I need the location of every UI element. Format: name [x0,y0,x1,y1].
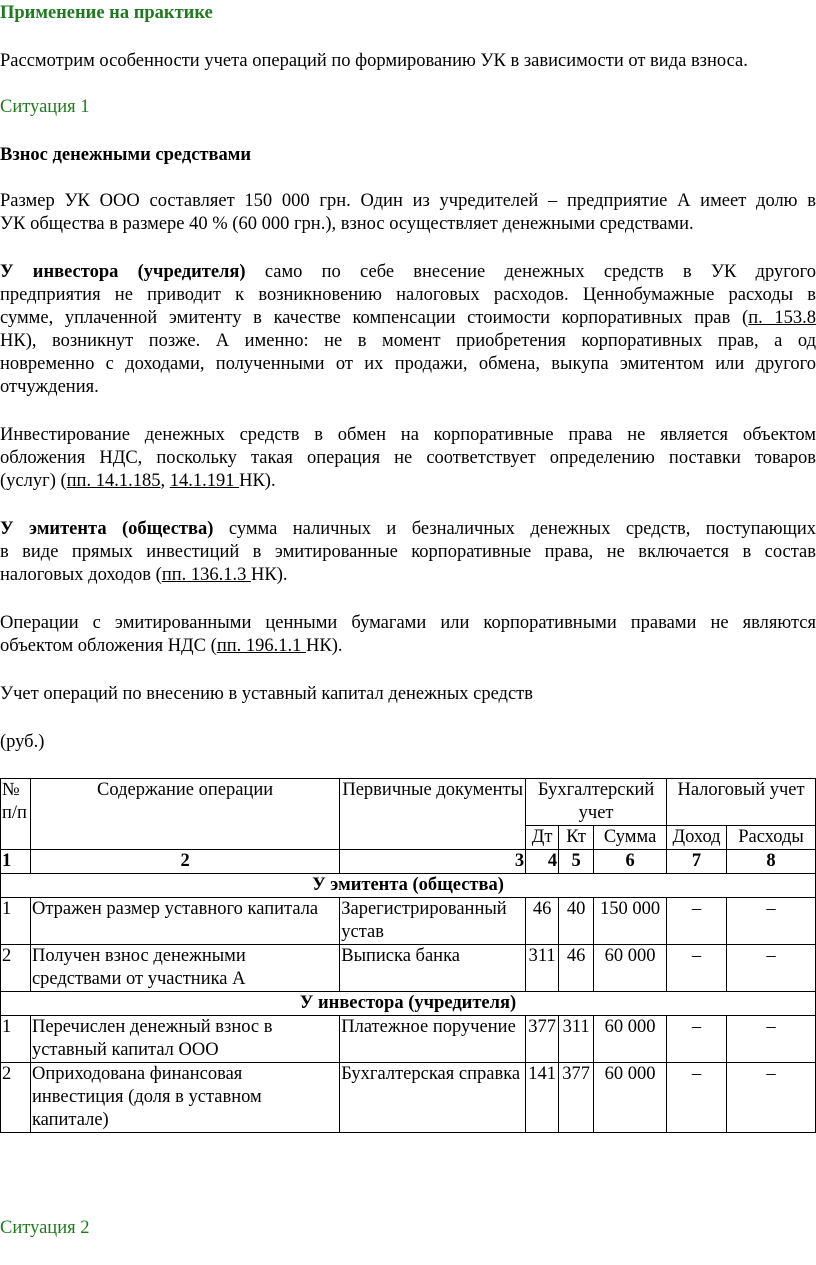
header-num: № п/п [1,779,31,850]
col-number: 7 [667,850,727,874]
cell-dt: 46 [526,898,559,945]
col-number: 5 [559,850,594,874]
cell-income: – [667,1016,727,1063]
cell-expense: – [727,1063,816,1133]
cell-income: – [667,898,727,945]
col-number: 6 [594,850,667,874]
paragraph-2-line-1: У инвестора (учредителя) само по себе внесение денежных средств в УК другого [0,262,816,282]
investor-lead: У инвестора (учредителя) [0,262,246,282]
paragraph-4-line-3: налоговых доходов (пп. 136.1.3 НК). [0,565,288,585]
cell-dt: 141 [526,1063,559,1133]
table-header-row-1 [1,779,816,826]
issuer-lead: У эмитента (общества) [0,519,214,539]
cell-num: 1 [1,1016,31,1063]
paragraph-3-line-1: Инвестирование денежных средств в обмен на корпоративные права не является объектом [0,425,816,445]
cell-content: Оприходована финансовая инвестиция (доля в уставном капитале) [30,1063,339,1133]
link-p-153-8[interactable]: п. 153.8 [748,308,816,328]
section-row [1,874,816,898]
cell-expense: – [727,945,816,992]
subheading: Взнос денежными средствами [0,145,251,165]
cell-num: 1 [1,898,31,945]
cell-sum: 60 000 [594,945,667,992]
cell-content: Получен взнос денежными средствами от участника А [30,945,339,992]
header-expense: Расходы [727,826,816,850]
cell-doc: Платежное поручение [340,1016,526,1063]
paragraph-2-line-5: новременно с доходами, полученными от их продажи, обмена, выкупа эмитентом или другого [0,354,816,374]
table-row [1,945,816,992]
table-caption: Учет операций по внесению в уставный капитал денежных средств [0,684,533,704]
cell-sum: 60 000 [594,1016,667,1063]
page-heading: Применение на практике [0,3,213,23]
cell-doc: Выписка банка [340,945,526,992]
cell-dt: 377 [526,1016,559,1063]
header-dt: Дт [526,826,559,850]
col-number: 1 [1,850,31,874]
header-docs: Первичные документы [340,779,526,850]
paragraph-2-line-2: предприятия не приводит к возникновению налоговых расходов. Ценнобумажные расходы в [0,285,816,305]
col-number: 4 [526,850,559,874]
situation-2-label: Ситуация 2 [0,1218,90,1238]
intro-text: Рассмотрим особенности учета операций по формированию УК в зависимости от вида взноса. [0,51,748,71]
paragraph-4-line-1: У эмитента (общества) сумма наличных и безналичных денежных средств, поступающих [0,519,816,539]
paragraph-1-line-2: УК общества в размере 40 % (60 000 грн.), взнос осуществляет денежными средствами. [0,214,694,234]
link-14-1-191[interactable]: 14.1.191 [169,471,240,491]
cell-num: 2 [1,1063,31,1133]
header-accounting: Бухгалтерский учет [526,779,667,826]
cell-content: Перечислен денежный взнос в уставный капитал ООО [30,1016,339,1063]
paragraph-3-line-2: обложения НДС, поскольку такая операция не соответствует определению поставки товаров [0,448,816,468]
units-label: (руб.) [0,732,45,752]
col-number: 8 [727,850,816,874]
cell-content: Отражен размер уставного капитала [30,898,339,945]
cell-expense: – [727,898,816,945]
header-content: Содержание операции [30,779,339,850]
cell-sum: 150 000 [594,898,667,945]
cell-kt: 311 [559,1016,594,1063]
table-row [1,898,816,945]
cell-doc: Бухгалтерская справка [340,1063,526,1133]
cell-dt: 311 [526,945,559,992]
header-kt: Кт [559,826,594,850]
accounting-table [0,778,816,1133]
cell-kt: 46 [559,945,594,992]
cell-num: 2 [1,945,31,992]
section-title-investor: У инвестора (учредителя) [1,992,816,1016]
paragraph-3-line-3: (услуг) (пп. 14.1.185, 14.1.191 НК). [0,471,276,491]
paragraph-2-line-4: НК), возникнут позже. А именно: не в момент приобретения корпоративных прав, а од [0,331,816,351]
cell-income: – [667,1063,727,1133]
cell-income: – [667,945,727,992]
header-tax: Налоговый учет [667,779,816,826]
cell-doc: Зарегистрированный устав [340,898,526,945]
link-pp-14-1-185[interactable]: пп. 14.1.185 [66,471,161,491]
section-title-issuer: У эмитента (общества) [1,874,816,898]
cell-sum: 60 000 [594,1063,667,1133]
table-row [1,1016,816,1063]
link-pp-136-1-3[interactable]: пп. 136.1.3 [161,565,252,585]
header-income: Доход [667,826,727,850]
cell-expense: – [727,1016,816,1063]
column-number-row [1,850,816,874]
col-number: 3 [340,850,526,874]
section-row [1,992,816,1016]
paragraph-5-line-2: объектом обложения НДС (пп. 196.1.1 НК). [0,636,343,656]
paragraph-1-line-1: Размер УК ООО составляет 150 000 грн. Один из учредителей – предприятие А имеет долю в [0,191,816,211]
paragraph-2-line-6: отчуждения. [0,377,99,397]
paragraph-2-line-3: сумме, уплаченной эмитенту в качестве компенсации стоимости корпоративных прав (п. 153.8 [0,308,816,328]
col-number: 2 [30,850,339,874]
link-pp-196-1-1[interactable]: пп. 196.1.1 [216,636,306,656]
paragraph-4-line-2: в виде прямых инвестиций в эмитированные корпоративные права, не включается в состав [0,542,816,562]
cell-kt: 40 [559,898,594,945]
header-sum: Сумма [594,826,667,850]
paragraph-5-line-1: Операции с эмитированными ценными бумагами или корпоративными правами не являются [0,613,816,633]
situation-1-label: Ситуация 1 [0,97,90,117]
table-row [1,1063,816,1133]
cell-kt: 377 [559,1063,594,1133]
